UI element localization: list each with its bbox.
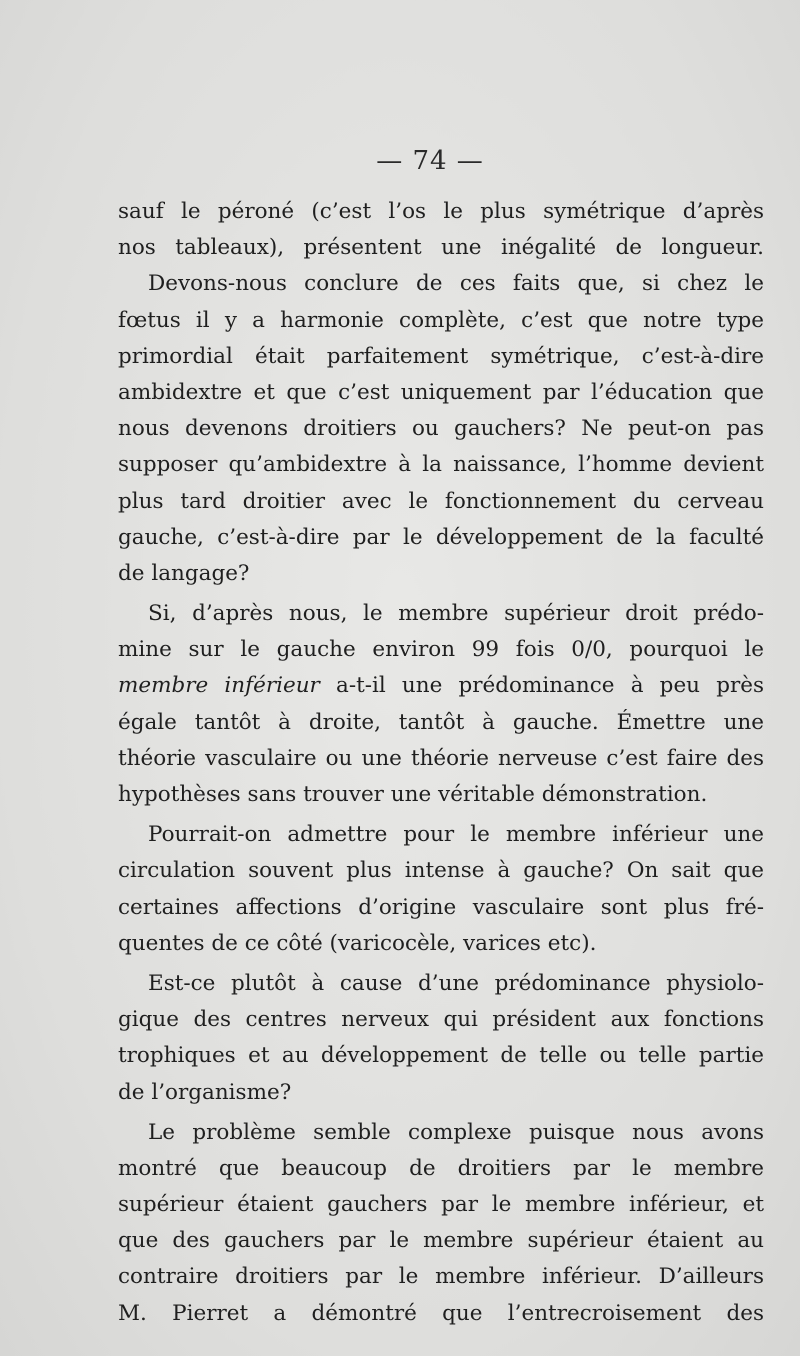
text-line: montré que beaucoup de droitiers par le membre [118,1155,764,1181]
text-line: Est-ce plutôt à cause d’une prédominance physiolo- [148,970,764,996]
text-line: quentes de ce côté (varicocèle, varices etc). [118,930,597,956]
text-line: Pourrait-on admettre pour le membre inférieur une [148,822,764,848]
text-line: théorie vasculaire ou une théorie nerveuse c’est faire des [118,745,764,771]
text-line [118,668,764,704]
text-line: primordial était parfaitement symétrique, c’est-à-dire [118,343,764,369]
text-line: que des gauchers par le membre supérieur étaient au [118,1228,764,1254]
text-segment: a-t-il une prédominance à peu près [319,673,764,699]
text-line: contraire droitiers par le membre inférieur. D’ailleurs [118,1264,764,1290]
text-line: trophiques et au développement de telle ou telle partie [118,1043,764,1069]
text-line: ambidextre et que c’est uniquement par l’éducation que [118,379,764,405]
text-line: supposer qu’ambidextre à la naissance, l’homme devient [118,452,764,478]
text-line: égale tantôt à droite, tantôt à gauche. Émettre une [118,709,764,735]
text-line: hypothèses sans trouver une véritable démonstration. [118,782,708,807]
text-line: certaines affections d’origine vasculaire sont plus fré- [118,894,764,920]
text-line: circulation souvent plus intense à gauche? On sait que [118,858,764,884]
text-line: M. Pierret a démontré que l’entrecroisement des [118,1300,764,1326]
text-line: Le problème semble complexe puisque nous avons [148,1119,764,1145]
text-line: fœtus il y a harmonie complète, c’est que notre type [118,307,764,333]
text-line: gauche, c’est-à-dire par le développement de la faculté [118,524,764,550]
text-line: sauf le péroné (c’est l’os le plus symétrique d’après [118,199,764,224]
text-line: gique des centres nerveux qui président aux fonctions [118,1007,764,1033]
text-line: mine sur le gauche environ 99 fois 0/0, pourquoi le [118,637,764,663]
italic-term: membre inférieur [118,673,320,699]
text-line: nos tableaux), présentent une inégalité de longueur. [118,235,764,261]
text-line: de l’organisme? [118,1079,292,1105]
text-line: nous devenons droitiers ou gauchers? Ne peut-on pas [118,416,764,442]
text-line: plus tard droitier avec le fonctionnement du cerveau [118,488,764,514]
text-line: de langage? [118,560,250,586]
text-line: supérieur étaient gauchers par le membre inférieur, et [118,1192,764,1218]
text-line: Si, d’après nous, le membre supérieur droit prédo- [148,601,764,627]
text-line: Devons-nous conclure de ces faits que, si chez le [148,271,764,297]
body-text [118,194,764,1332]
page-number: — 74 — [376,146,484,176]
